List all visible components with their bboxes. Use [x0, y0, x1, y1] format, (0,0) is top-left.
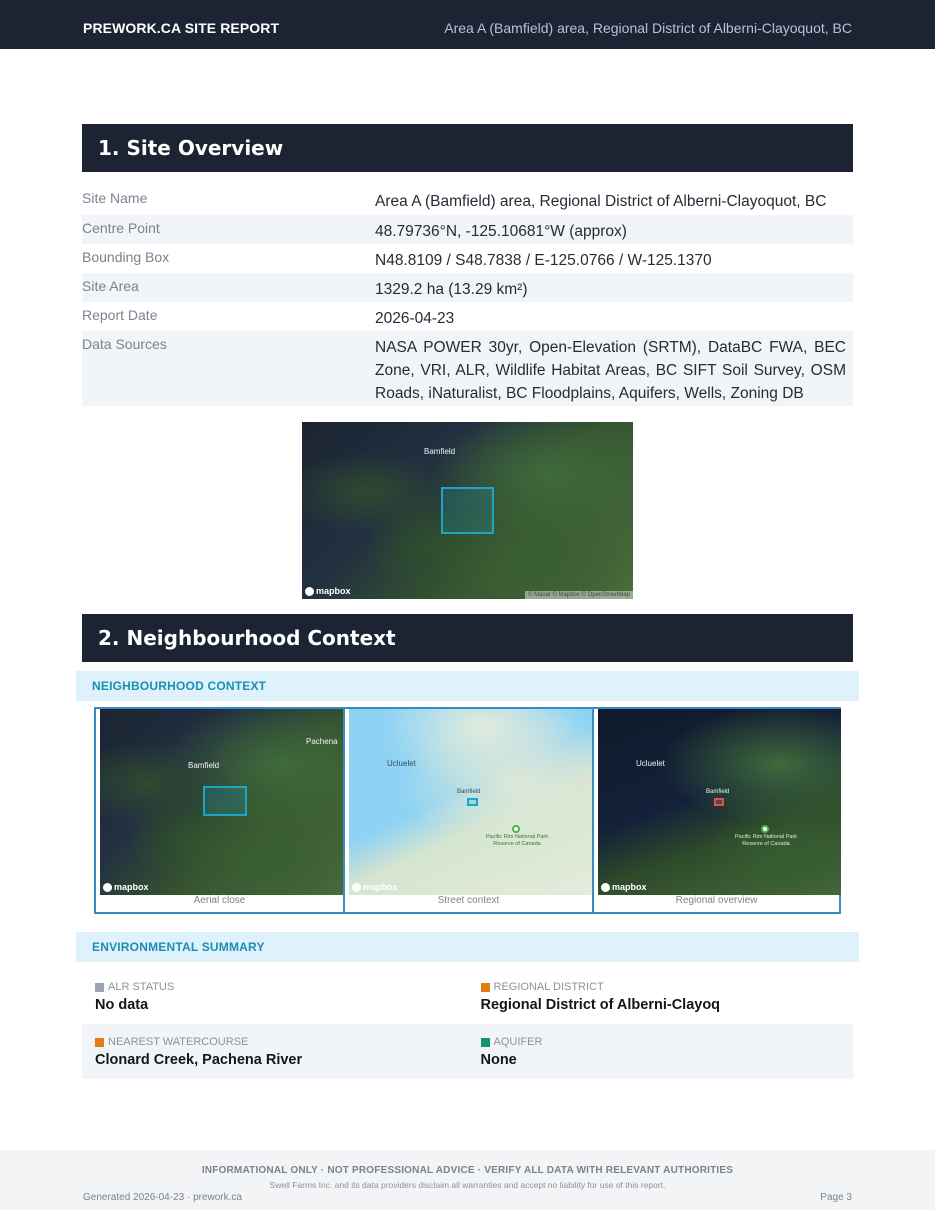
section-neighbourhood-heading: 2. Neighbourhood Context	[82, 614, 853, 662]
row-label: Bounding Box	[82, 249, 170, 265]
mapbox-icon	[352, 883, 361, 892]
row-value: NASA POWER 30yr, Open-Elevation (SRTM), DataBC FWA, BEC Zone, VRI, ALR, Wildlife Habitat Areas, BC SIFT Soil Survey, OSM Roads, iNaturalist, BC Floodplains, Aquifers, Wells, Zoning DB	[375, 339, 846, 402]
map-place-label: Bamfield	[457, 789, 481, 795]
mapbox-wordmark: mapbox	[114, 882, 149, 892]
park-label: Pacific Rim National Park Reserve of Canada	[734, 834, 798, 847]
context-map-regional	[592, 707, 841, 914]
mapbox-logo	[103, 882, 149, 892]
mapbox-wordmark: mapbox	[612, 882, 647, 892]
map-place-label: Bamfield	[706, 789, 730, 795]
report-brand: PREWORK.CA SITE REPORT	[83, 20, 280, 36]
mapbox-logo	[601, 882, 647, 892]
report-location: Area A (Bamfield) area, Regional District of Alberni-Clayoquot, BC	[444, 20, 852, 36]
map-place-label: Bamfield	[188, 761, 220, 770]
row-label: Centre Point	[82, 220, 160, 236]
env-label: REGIONAL DISTRICT	[493, 981, 604, 993]
table-row	[82, 215, 853, 244]
mapbox-logo	[305, 586, 351, 596]
regional-overview-map	[598, 709, 841, 895]
env-item-regional-district	[468, 969, 854, 1024]
env-label: ALR STATUS	[108, 981, 175, 993]
table-row	[82, 187, 853, 215]
env-row	[82, 969, 853, 1024]
regional-district-swatch	[481, 983, 490, 992]
row-value: Area A (Bamfield) area, Regional District of Alberni-Clayoquot, BC	[375, 193, 827, 210]
alr-status-swatch	[95, 983, 104, 992]
env-item-aquifer	[468, 1024, 854, 1079]
aerial-close-map	[100, 709, 343, 895]
row-label: Site Name	[82, 190, 148, 206]
map-place-label: Pachena	[306, 737, 338, 746]
neighbourhood-context-subheading: NEIGHBOURHOOD CONTEXT	[76, 671, 859, 701]
env-item-alr	[82, 969, 468, 1024]
footer-disclaimer: INFORMATIONAL ONLY · NOT PROFESSIONAL ADVICE · VERIFY ALL DATA WITH RELEVANT AUTHORITIES	[201, 1165, 734, 1176]
env-label: NEAREST WATERCOURSE	[108, 1036, 249, 1048]
mapbox-icon	[103, 883, 112, 892]
site-boundary-box	[441, 487, 494, 534]
row-value: 48.79736°N, -125.10681°W (approx)	[375, 223, 627, 240]
site-satellite-map	[302, 422, 633, 599]
aquifer-swatch	[481, 1038, 490, 1047]
site-boundary-box	[714, 798, 724, 806]
table-row	[82, 331, 853, 406]
mapbox-logo	[352, 882, 398, 892]
site-overview-table	[82, 187, 853, 406]
map-place-label: Bamfield	[424, 447, 456, 456]
env-value: Clonard Creek, Pachena River	[95, 1052, 303, 1068]
context-map-street	[343, 707, 594, 914]
site-boundary-box	[467, 798, 478, 806]
footer-liability: Swell Farms Inc. and its data providers disclaim all warranties and accept no liability for use of this report.	[269, 1180, 666, 1190]
mapbox-icon	[601, 883, 610, 892]
map-caption: Street context	[437, 895, 500, 906]
row-label: Site Area	[82, 278, 139, 294]
street-context-map	[349, 709, 592, 895]
site-boundary-box	[203, 786, 247, 816]
footer-page-number: Page 3	[820, 1192, 852, 1203]
mapbox-wordmark: mapbox	[363, 882, 398, 892]
env-value: Regional District of Alberni-Clayoq	[480, 997, 721, 1013]
map-attribution: © Maxar © Mapbox © OpenStreetMap	[525, 591, 633, 599]
park-marker-icon	[512, 825, 520, 833]
row-label: Data Sources	[82, 336, 167, 352]
park-label: Pacific Rim National Park Reserve of Canada	[485, 834, 549, 847]
table-row	[82, 302, 853, 331]
map-caption: Aerial close	[193, 895, 246, 906]
environmental-summary-grid	[82, 969, 853, 1079]
report-footer	[0, 1150, 935, 1210]
footer-generated: Generated 2026-04-23 · prework.ca	[83, 1192, 242, 1203]
row-value: 2026-04-23	[375, 310, 455, 327]
context-map-aerial	[94, 707, 345, 914]
env-row	[82, 1024, 853, 1079]
map-place-label: Ucluelet	[636, 759, 665, 768]
env-value: None	[480, 1052, 517, 1068]
row-value: 1329.2 ha (13.29 km²)	[375, 281, 528, 298]
park-marker-icon	[761, 825, 769, 833]
table-row	[82, 244, 853, 273]
watercourse-swatch	[95, 1038, 104, 1047]
report-header-bar	[0, 0, 935, 49]
mapbox-icon	[305, 587, 314, 596]
env-label: AQUIFER	[493, 1036, 543, 1048]
row-label: Report Date	[82, 307, 158, 323]
row-value: N48.8109 / S48.7838 / E-125.0766 / W-125.1370	[375, 252, 712, 269]
map-place-label: Ucluelet	[387, 759, 416, 768]
context-maps-panel	[94, 707, 847, 914]
table-row	[82, 273, 853, 302]
mapbox-wordmark: mapbox	[316, 586, 351, 596]
environmental-summary-subheading: ENVIRONMENTAL SUMMARY	[76, 932, 859, 962]
env-item-watercourse	[82, 1024, 468, 1079]
env-value: No data	[95, 997, 149, 1013]
map-caption: Regional overview	[675, 895, 758, 906]
section-site-overview-heading: 1. Site Overview	[82, 124, 853, 172]
